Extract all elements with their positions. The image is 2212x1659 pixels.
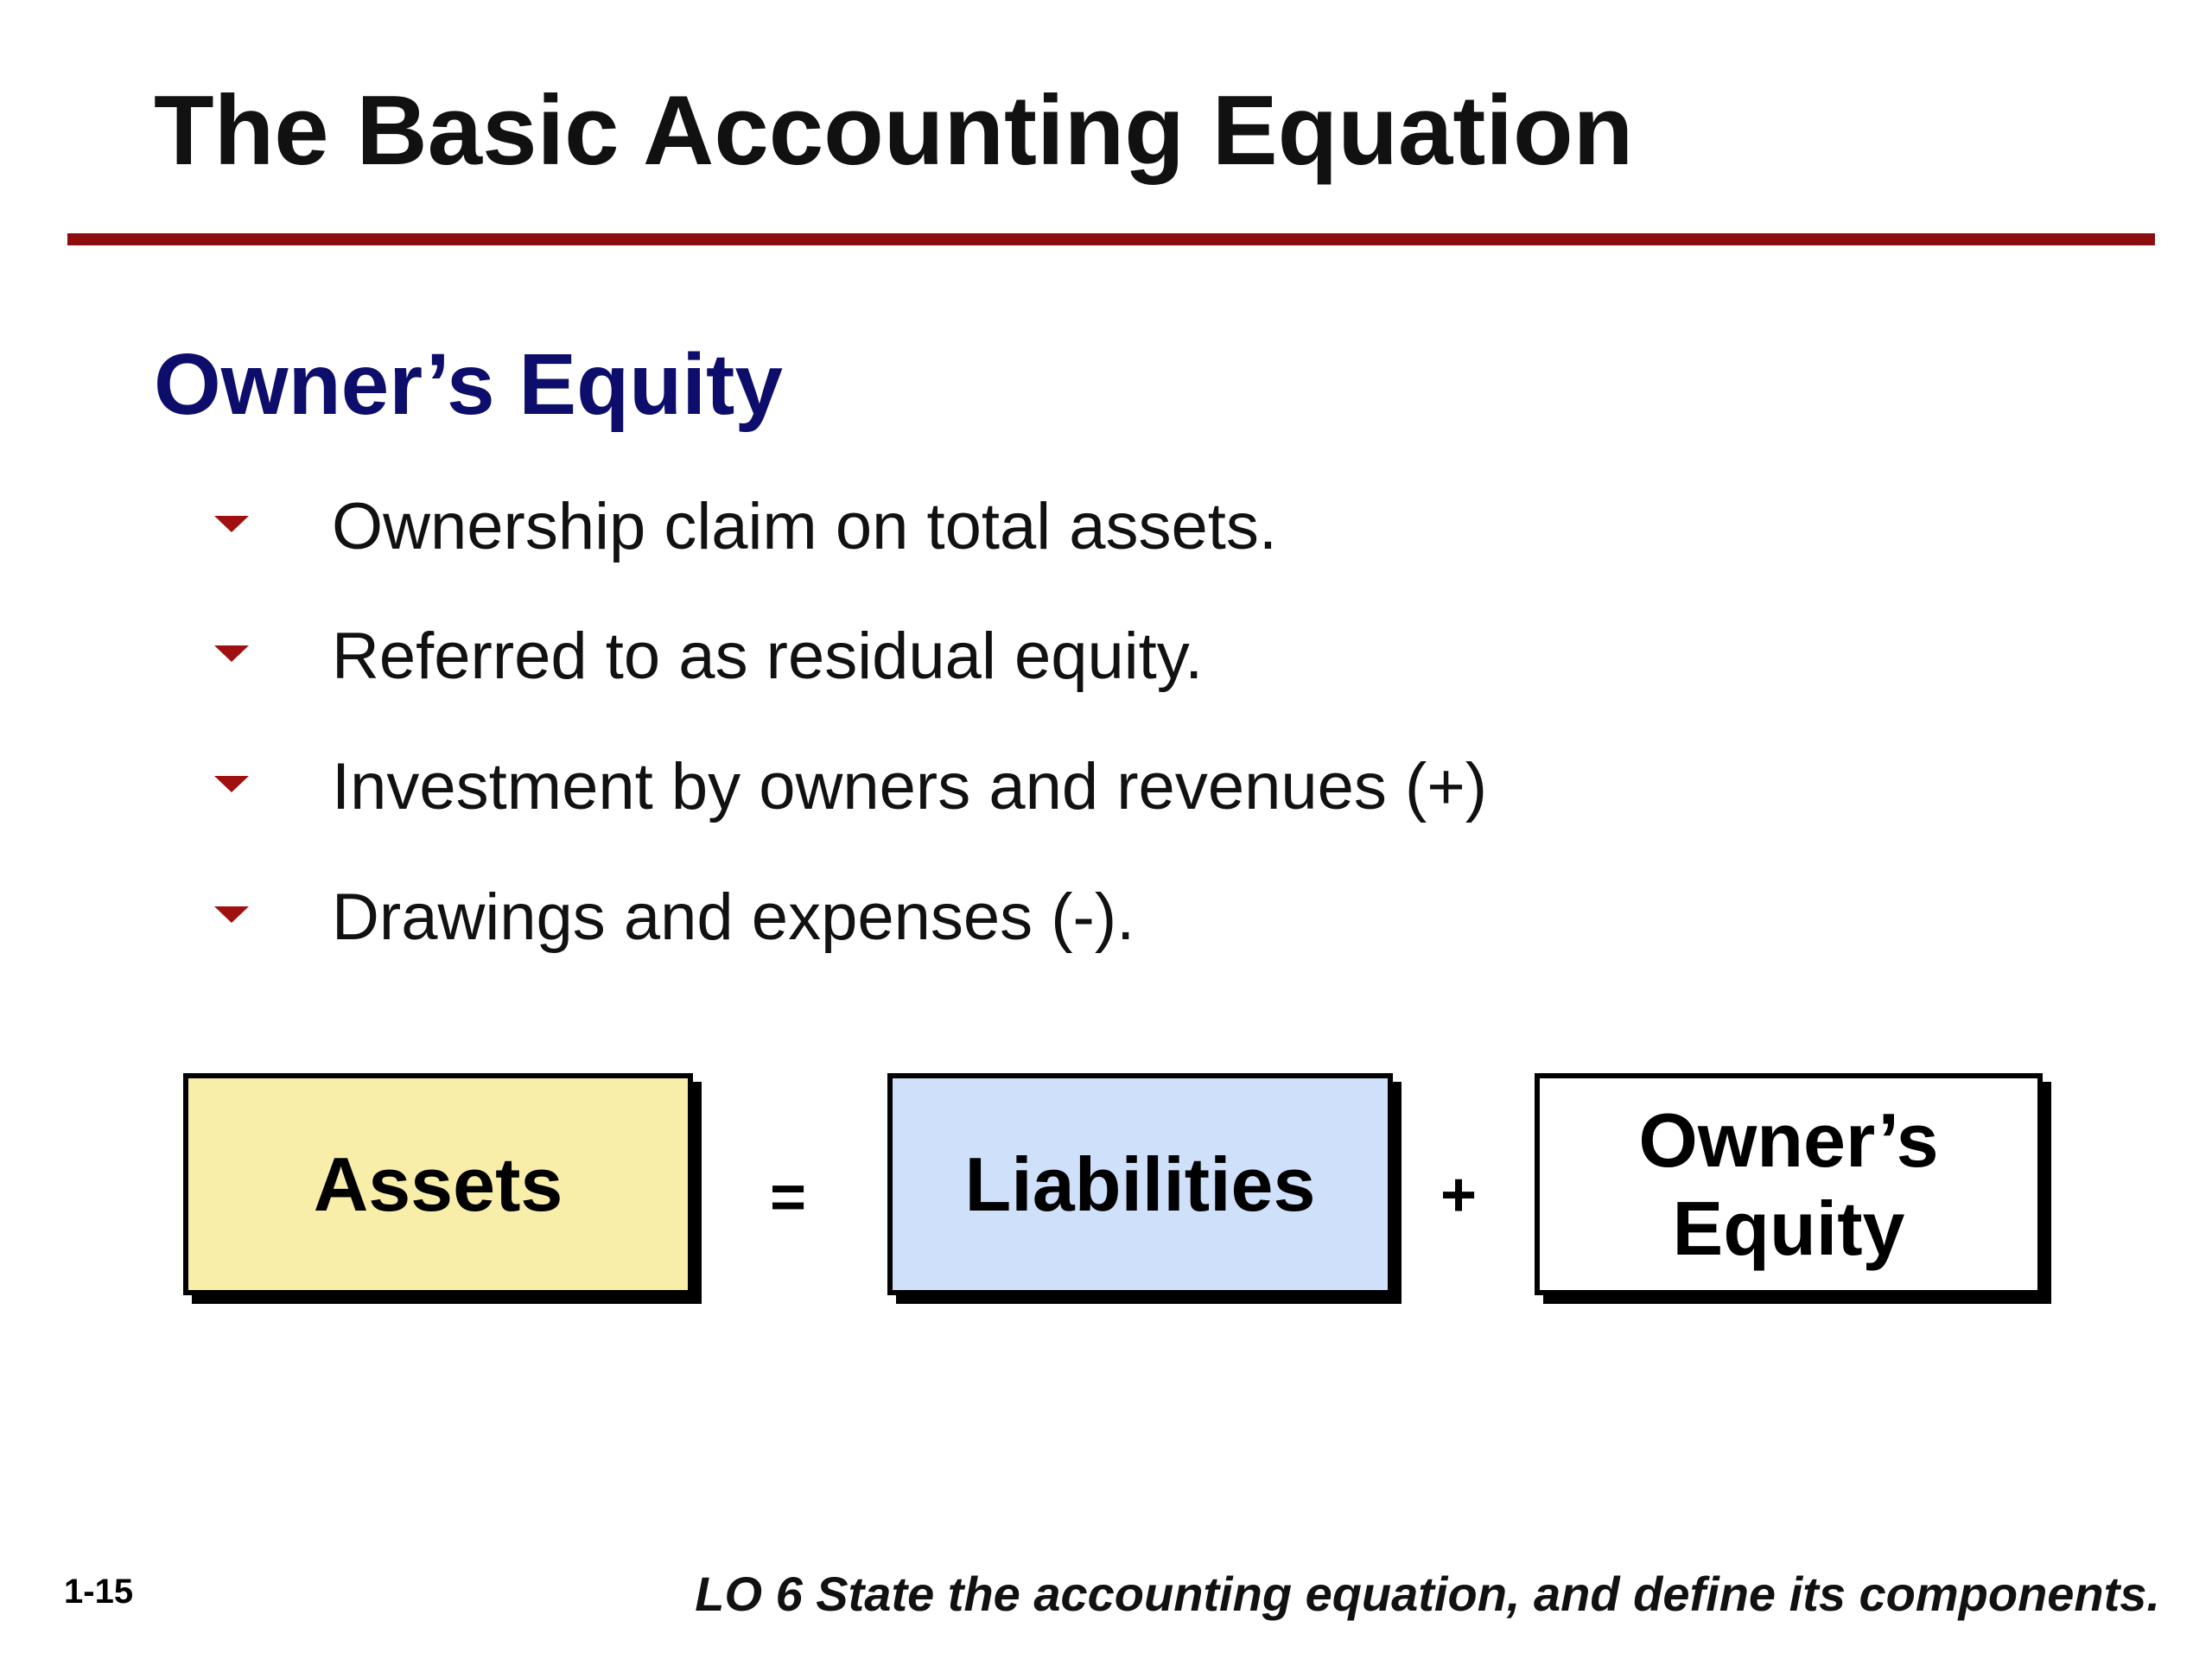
assets-box	[183, 1073, 693, 1295]
section-heading: Owner’s Equity	[154, 336, 783, 433]
bullet-item	[214, 874, 1135, 961]
bullet-text: Ownership claim on total assets.	[332, 490, 1278, 563]
bullet-text: Investment by owners and revenues (+)	[332, 750, 1488, 823]
triangle-bullet-icon	[214, 906, 249, 923]
bullet-item	[214, 744, 1487, 830]
plus-sign: +	[1440, 1160, 1478, 1230]
assets-label: Assets	[313, 1141, 563, 1227]
equals-sign: =	[770, 1163, 807, 1232]
owners-equity-box	[1535, 1073, 2043, 1295]
bullet-item	[214, 613, 1203, 700]
bullet-text: Referred to as residual equity.	[332, 620, 1204, 693]
title-rule	[67, 233, 2155, 245]
slide-title: The Basic Accounting Equation	[154, 76, 1634, 186]
learning-objective: LO 6 State the accounting equation, and define its components.	[695, 1567, 2160, 1621]
owners-equity-label: Owner’s Equity	[1638, 1097, 1939, 1271]
page-number: 1-15	[64, 1573, 134, 1611]
liabilities-box	[887, 1073, 1393, 1295]
triangle-bullet-icon	[214, 776, 249, 792]
bullet-text: Drawings and expenses (-).	[332, 880, 1135, 954]
liabilities-label: Liabilities	[964, 1141, 1316, 1227]
triangle-bullet-icon	[214, 516, 249, 532]
bullet-item	[214, 484, 1277, 570]
triangle-bullet-icon	[214, 645, 249, 662]
